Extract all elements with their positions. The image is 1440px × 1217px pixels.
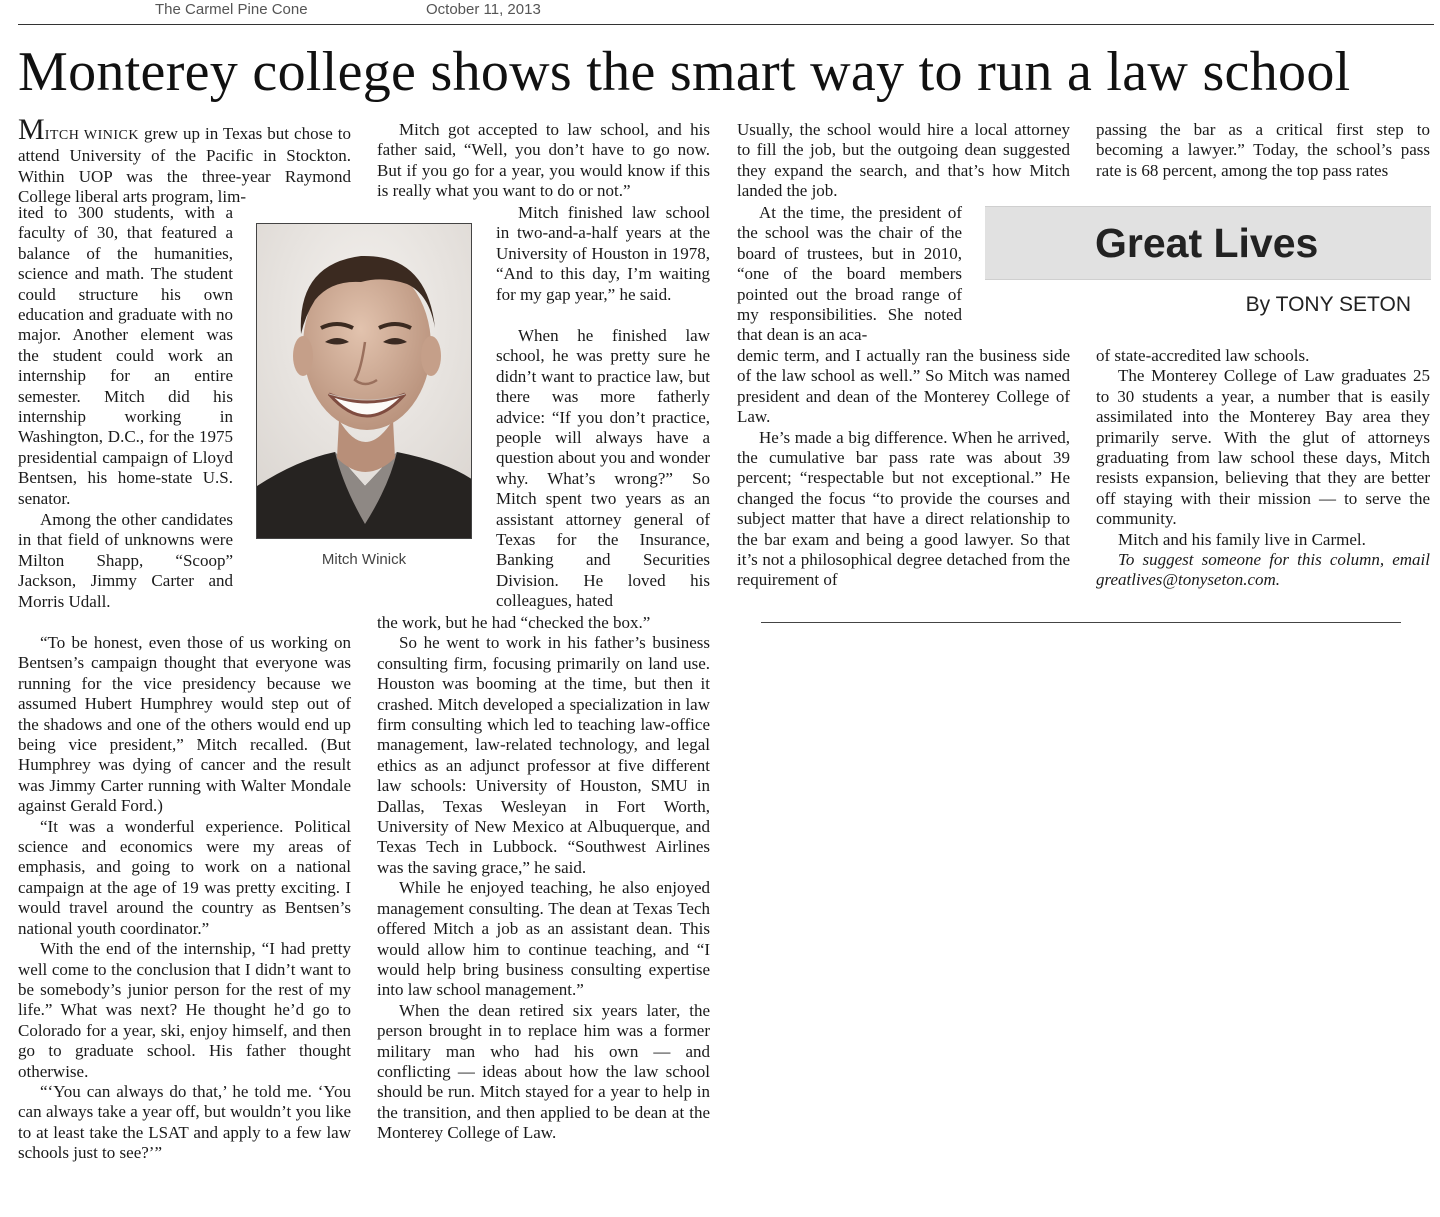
article-paragraph: While he enjoyed teaching, he also enjoyed management consulting. The dean at Texas Tech offered Mitch a job as an assistant dean. This would allow him to continue teaching, and “I would help bring business consulting expertise into law school management.” — [377, 878, 710, 1000]
portrait-photo — [256, 223, 472, 539]
article-paragraph: He’s made a big difference. When he arrived, the cumulative bar pass rate was about 39 percent; “respectable but not exceptional.” He changed the focus “to provide the courses and subject matter that have a direct relationship to the bar exam and being a good lawyer. So that it’s not a philosophical degree detached from the requirement of — [737, 427, 1070, 590]
article-paragraph: “‘You can always do that,’ he told me. ‘You can always take a year off, but wouldn’t you like to at least take the LSAT and apply to a few law schools just to see?’” — [18, 1081, 351, 1163]
col1-lead-paragraph: MITCH WINICK grew up in Texas but chose to attend University of the Pacific in Stockton. Within UOP was the three-year Raymond College liberal arts program, lim- — [18, 113, 351, 207]
column-title: Great Lives — [1095, 220, 1319, 266]
issue-date: October 11, 2013 — [426, 1, 541, 18]
article-paragraph: of state-accredited law schools. — [1096, 346, 1310, 365]
contact-tagline: To suggest someone for this column, email greatlives@tonyseton.com. — [1096, 550, 1430, 590]
col1-narrow-paragraph: Among the other candidates in that field of unknowns were Milton Shapp, “Scoop” Jackson, Jimmy Carter and Morris Udall. — [18, 510, 233, 611]
byline: By TONY SETON — [1245, 293, 1411, 316]
drop-cap: M — [18, 113, 45, 146]
col3-top-paragraph: Usually, the school would hire a local attorney to fill the job, but the outgoing dean suggested they expand the search, and that’s how Mitch landed the job. — [737, 120, 1070, 201]
article-paragraph: Mitch and his family live in Carmel. — [1118, 529, 1366, 549]
col3-narrow-paragraph: At the time, the president of the school was the chair of the board of trustees, but in 2010, “one of the board members pointed out the broad range of my responsibilities. She noted that dean is an aca- — [737, 203, 962, 345]
header-rule — [18, 24, 1434, 25]
article-paragraph: The Monterey College of Law graduates 25 to 30 students a year, a number that is easily assimilated into the Monterey Bay area they primarily serve. With the glut of attorneys graduating from law school these days, Mitch resists expansion, believing that they are better off staying with their mission — to serve the community. — [1096, 366, 1430, 529]
col2-top-paragraph: Mitch got accepted to law school, and his father said, “Well, you don’t have to go now. But if you go for a year, you would know if this is really what you want to do or not.” — [377, 120, 710, 201]
col3-body — [737, 346, 1070, 591]
article-paragraph: With the end of the internship, “I had pretty well come to the conclusion that I didn’t want to be somebody’s junior person for the rest of my life.” What was next? He thought he’d go to Colorado for a year, ski, enjoy himself, and then go to graduate school. His father thought otherwise. — [18, 939, 351, 1081]
col4-body — [1096, 346, 1430, 591]
col1-body — [18, 633, 351, 1164]
end-rule — [761, 622, 1401, 623]
col2-narrow-paragraph: When he finished law school, he was pretty sure he didn’t want to practice law, but there was more fatherly advice: “If you don’t practice, people will always have a question about you and wonder why. What’s wrong?” So Mitch spent two years as an assistant attorney general of Texas for the Insurance, Banking and Securities Division. He loved his colleagues, hated — [496, 326, 710, 611]
portrait-illustration — [257, 224, 472, 539]
lead-smallcaps: ITCH WINICK — [44, 128, 139, 143]
article-paragraph: So he went to work in his father’s business consulting firm, focusing primarily on land use. Houston was booming at the time, but then it crashed. Mitch developed a specialization in law firm consulting which led to teaching law-office management, law-related technology, and legal ethics as an adjunct professor at five different law schools: University of Houston, SMU in Dallas, Texas Wesleyan in Fort Worth, University of New Mexico at Albuquerque, and Texas Tech in Lubbock. “Southwest Airlines was the saving grace,” he said. — [377, 633, 710, 877]
publication-name: The Carmel Pine Cone — [155, 1, 308, 18]
col1-narrow-paragraph: ited to 300 students, with a faculty of 30, that featured a balance of the humanities, science and math. The student could structure his own education and graduate with no major. Another element was the student could work an internship for an entire semester. Mitch did his internship working in Washington, D.C., for the 1975 presidential campaign of Lloyd Bentsen, his home-state U.S. senator. — [18, 203, 233, 508]
article-paragraph: “It was a wonderful experience. Political science and economics were my areas of emphasis, and going to work on a national campaign at the age of 19 was pretty exciting. I would travel around the country as Bentsen’s national youth coordinator.” — [18, 816, 351, 938]
headline: Monterey college shows the smart way to run a law school — [18, 41, 1351, 103]
article-paragraph: the work, but he had “checked the box.” — [377, 613, 651, 632]
article-paragraph: “To be honest, even those of us working on Bentsen’s campaign thought that everyone was running for the vice presidency because we assumed Hubert Humphrey would step out of the shadows and one of the others would end up being vice president,” Mitch recalled. (But Humphrey was dying of cancer and the result was Jimmy Carter running with Walter Mondale against Gerald Ford.) — [18, 633, 351, 816]
photo-caption: Mitch Winick — [321, 551, 407, 568]
column-title-banner — [985, 206, 1431, 280]
col2-narrow-paragraph: Mitch finished law school in two-and-a-half years at the University of Houston in 1978, “And to this day, I’m waiting for my gap year,” he said. — [496, 203, 710, 304]
running-header — [0, 0, 1440, 26]
article-paragraph: demic term, and I actually ran the business side of the law school as well.” So Mitch was named president and dean of the Monterey College of Law. — [737, 346, 1070, 427]
col2-body — [377, 613, 710, 1144]
article-paragraph: When the dean retired six years later, the person brought in to replace him was a former military man who had his own — and conflicting — ideas about how the law school should be run. Mitch stayed for a year to help in the transition, and then applied to be dean at the Monterey College of Law. — [377, 1000, 710, 1143]
col4-top-paragraph: passing the bar as a critical first step to becoming a lawyer.” Today, the school’s pass rate is 68 percent, among the top pass rates — [1096, 120, 1430, 180]
